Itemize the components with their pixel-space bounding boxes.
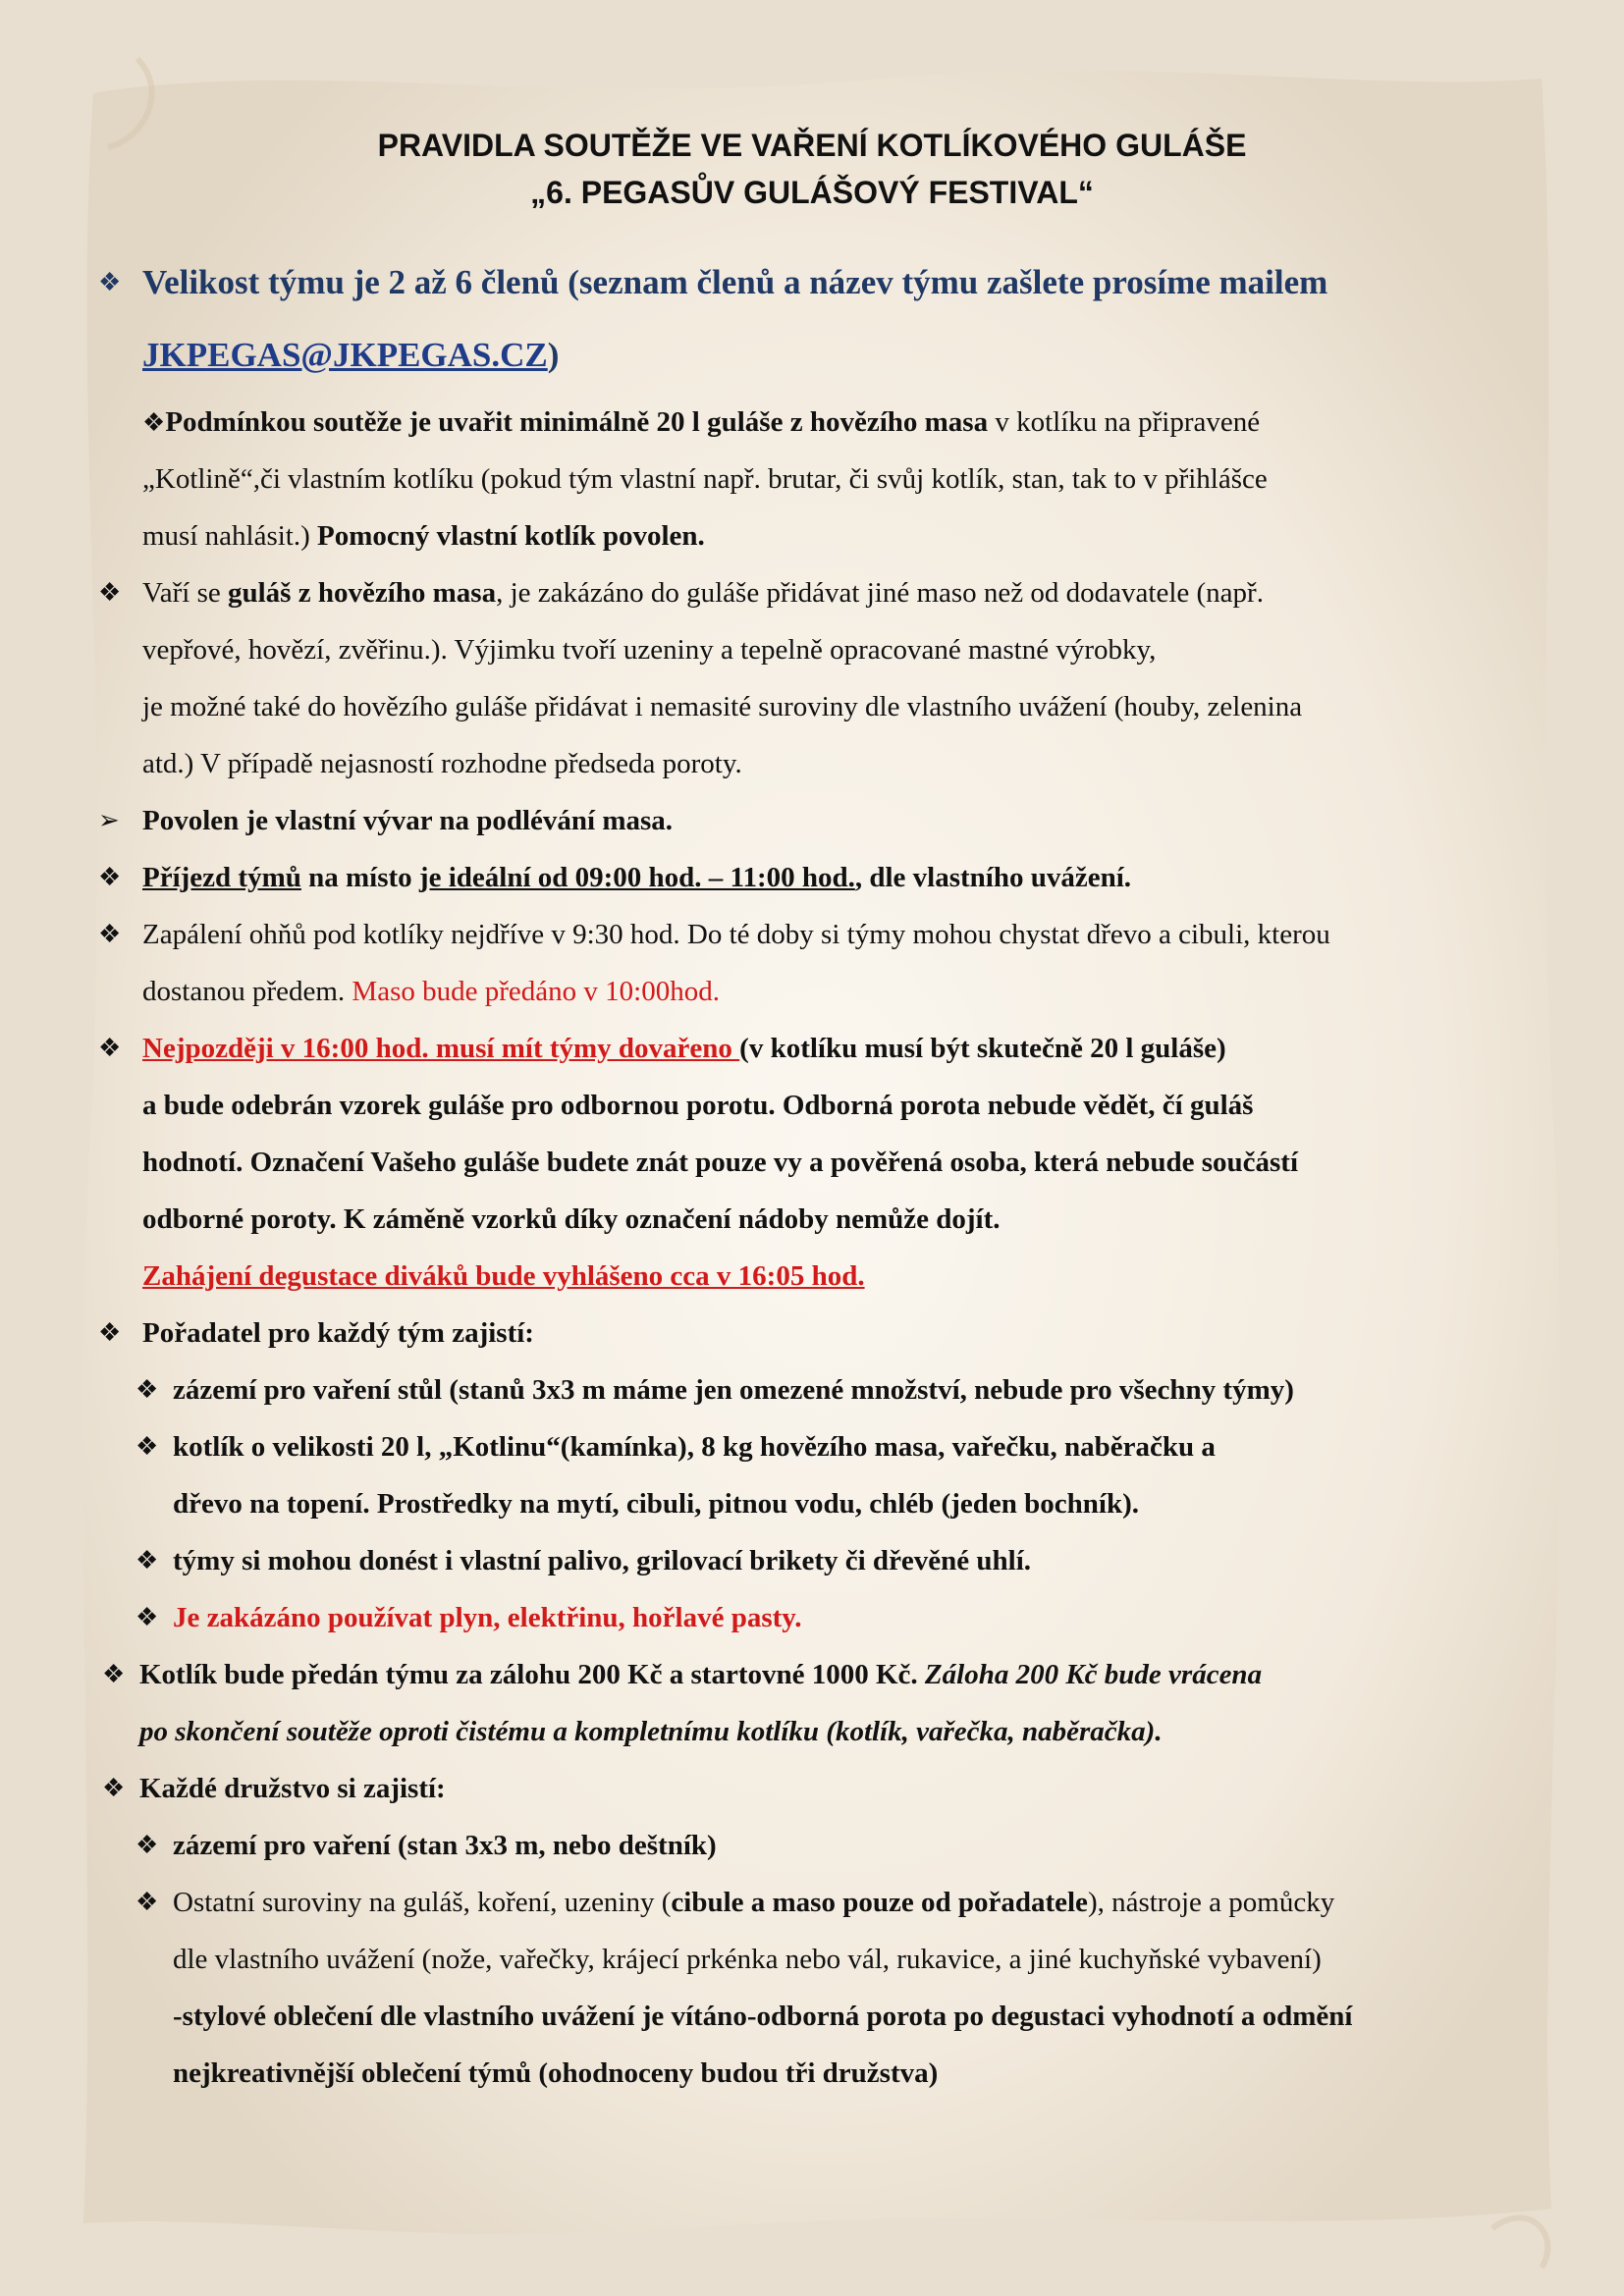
condition-line-3: [142, 518, 705, 554]
deadline-line-2: a bude odebrán vzorek guláše pro odbornou porotu. Odborná porota nebude vědět, čí guláš: [142, 1090, 1254, 1121]
diamond-bullet-icon: ❖: [135, 1432, 159, 1461]
diamond-bullet-icon: ❖: [135, 1831, 159, 1859]
broth-line: Povolen je vlastní vývar na podlévání masa.: [142, 805, 674, 836]
fires-meat-handover: Maso bude předáno v 10:00hod.: [352, 976, 720, 1007]
fires-text-b: dostanou předem.: [142, 976, 352, 1007]
organizer-item-2b: dřevo na topení. Prostředky na mytí, cibuli, pitnou vodu, chléb (jeden bochník).: [173, 1488, 1139, 1520]
diamond-bullet-icon: ❖: [98, 268, 122, 296]
diamond-bullet-icon: ❖: [135, 1603, 159, 1631]
beef-text-a: Vaří se: [142, 577, 228, 609]
teams-item-2-rest: ), nástroje a pomůcky: [1087, 1887, 1335, 1918]
deposit-line-1: [139, 1657, 1262, 1692]
teams-item-1: zázemí pro vaření (stan 3x3 m, nebo deštník): [173, 1830, 717, 1861]
diamond-bullet-icon: ❖: [135, 1375, 159, 1404]
deadline-red: Nejpozději v 16:00 hod. musí mít týmy dovařeno: [142, 1033, 740, 1064]
diamond-bullet-icon: ❖: [98, 920, 122, 948]
fires-line-2: [142, 974, 720, 1009]
deadline-line-1: [142, 1031, 1226, 1066]
deadline-line-4: odborné poroty. K záměně vzorků díky označení nádoby nemůže dojít.: [142, 1203, 1001, 1235]
diamond-bullet-icon: ❖: [102, 1660, 126, 1688]
diamond-bullet-icon: ❖: [142, 408, 166, 437]
arrival-line: [142, 860, 1131, 895]
diamond-bullet-icon: ❖: [135, 1888, 159, 1916]
beef-bold: guláš z hovězího masa: [227, 577, 497, 609]
deposit-line-2: po skončení soutěže oproti čistému a kompletnímu kotlíku (kotlík, vařečka, naběračka).: [139, 1716, 1163, 1747]
arrival-teams: Příjezd týmů: [142, 862, 301, 893]
teams-item-4: nejkreativnější oblečení týmů (ohodnoceny budou tři družstva): [173, 2057, 939, 2089]
diamond-bullet-icon: ❖: [98, 578, 122, 607]
beef-line-4: atd.) V případě nejasností rozhodne předseda poroty.: [142, 748, 742, 779]
arrival-place: na místo: [300, 862, 419, 893]
title-line-2: „6. PEGASŮV GULÁŠOVÝ FESTIVAL“: [530, 175, 1094, 210]
beef-line-3: je možné také do hovězího guláše přidávat i nemasité suroviny dle vlastního uvážení (houby, zelenina: [142, 691, 1303, 722]
organizer-item-1: zázemí pro vaření stůl (stanů 3x3 m máme jen omezené množství, nebude pro všechny týmy): [173, 1374, 1294, 1406]
organizer-item-4: Je zakázáno používat plyn, elektřinu, hořlavé pasty.: [173, 1602, 802, 1633]
team-email-close: ): [547, 336, 560, 374]
deposit-text-a: Kotlík bude předán týmu za zálohu 200 Kč a startovné 1000 Kč.: [139, 1659, 925, 1690]
beef-text-c: , je zakázáno do guláše přidávat jiné maso než od dodavatele (např.: [496, 577, 1264, 609]
arrival-rest: , dle vlastního uvážení.: [854, 862, 1132, 893]
teams-item-2b: dle vlastního uvážení (nože, vařečky, krájecí prkénka nebo vál, rukavice, a jiné kuchyňské vybavení): [173, 1944, 1322, 1975]
condition-report: musí nahlásit.): [142, 520, 318, 552]
condition-line-1: [142, 404, 1260, 441]
condition-bold: Podmínkou soutěže je uvařit minimálně 20 l guláše z hovězího masa: [165, 406, 989, 438]
diamond-bullet-icon: ❖: [102, 1774, 126, 1802]
organizer-item-2a: kotlík o velikosti 20 l, „Kotlinu“(kamínka), 8 kg hovězího masa, vařečku, naběračku a: [173, 1431, 1216, 1463]
deposit-refund: Záloha 200 Kč bude vrácena: [924, 1659, 1263, 1690]
team-size-text: Velikost týmu je 2 až 6 členů (seznam členů a název týmu zašlete prosíme mailem: [142, 263, 1328, 301]
team-email-link[interactable]: JKPEGAS@JKPEGAS.CZ: [142, 336, 548, 374]
team-email-line: [142, 334, 559, 377]
diamond-bullet-icon: ❖: [98, 863, 122, 891]
fires-line-1: Zapálení ohňů pod kotlíky nejdříve v 9:30 hod. Do té doby si týmy mohou chystat dřevo a cibuli, kterou: [142, 919, 1330, 950]
organizer-heading: Pořadatel pro každý tým zajistí:: [142, 1317, 534, 1349]
teams-heading: Každé družstvo si zajistí:: [139, 1773, 446, 1804]
condition-line-2: „Kotlině“,či vlastním kotlíku (pokud tým vlastní např. brutar, či svůj kotlík, stan, tak to v přihlášce: [142, 463, 1268, 495]
organizer-item-3: týmy si mohou donést i vlastní palivo, grilovací brikety či dřevěné uhlí.: [173, 1545, 1032, 1576]
beef-line-1: [142, 575, 1264, 611]
condition-rest: v kotlíku na připravené: [988, 406, 1261, 438]
arrival-time: je ideální od 09:00 hod. – 11:00 hod.: [418, 862, 855, 893]
teams-item-2-bold: cibule a maso pouze od pořadatele: [671, 1887, 1088, 1918]
condition-aux-pot: Pomocný vlastní kotlík povolen.: [317, 520, 705, 552]
diamond-bullet-icon: ❖: [135, 1546, 159, 1575]
tasting-start-line: Zahájení degustace diváků bude vyhlášeno cca v 16:05 hod.: [142, 1260, 865, 1292]
teams-item-3: -stylové oblečení dle vlastního uvážení je vítáno-odborná porota po degustaci vyhodnotí a odmění: [173, 2001, 1353, 2032]
beef-line-2: vepřové, hovězí, zvěřinu.). Výjimku tvoří uzeniny a tepelně opracované mastné výrobky,: [142, 634, 1157, 666]
deadline-line-3: hodnotí. Označení Vašeho guláše budete znát pouze vy a pověřená osoba, která nebude součástí: [142, 1147, 1299, 1178]
title-line-1: PRAVIDLA SOUTĚŽE VE VAŘENÍ KOTLÍKOVÉHO GULÁŠE: [377, 128, 1247, 163]
diamond-bullet-icon: ❖: [98, 1318, 122, 1347]
teams-item-2a: [173, 1885, 1334, 1920]
teams-item-2-text: Ostatní suroviny na guláš, koření, uzeniny (: [173, 1887, 672, 1918]
diamond-bullet-icon: ❖: [98, 1034, 122, 1062]
deadline-amount: (v kotlíku musí být skutečně 20 l guláše): [739, 1033, 1226, 1064]
arrow-bullet-icon: ➢: [98, 806, 120, 834]
